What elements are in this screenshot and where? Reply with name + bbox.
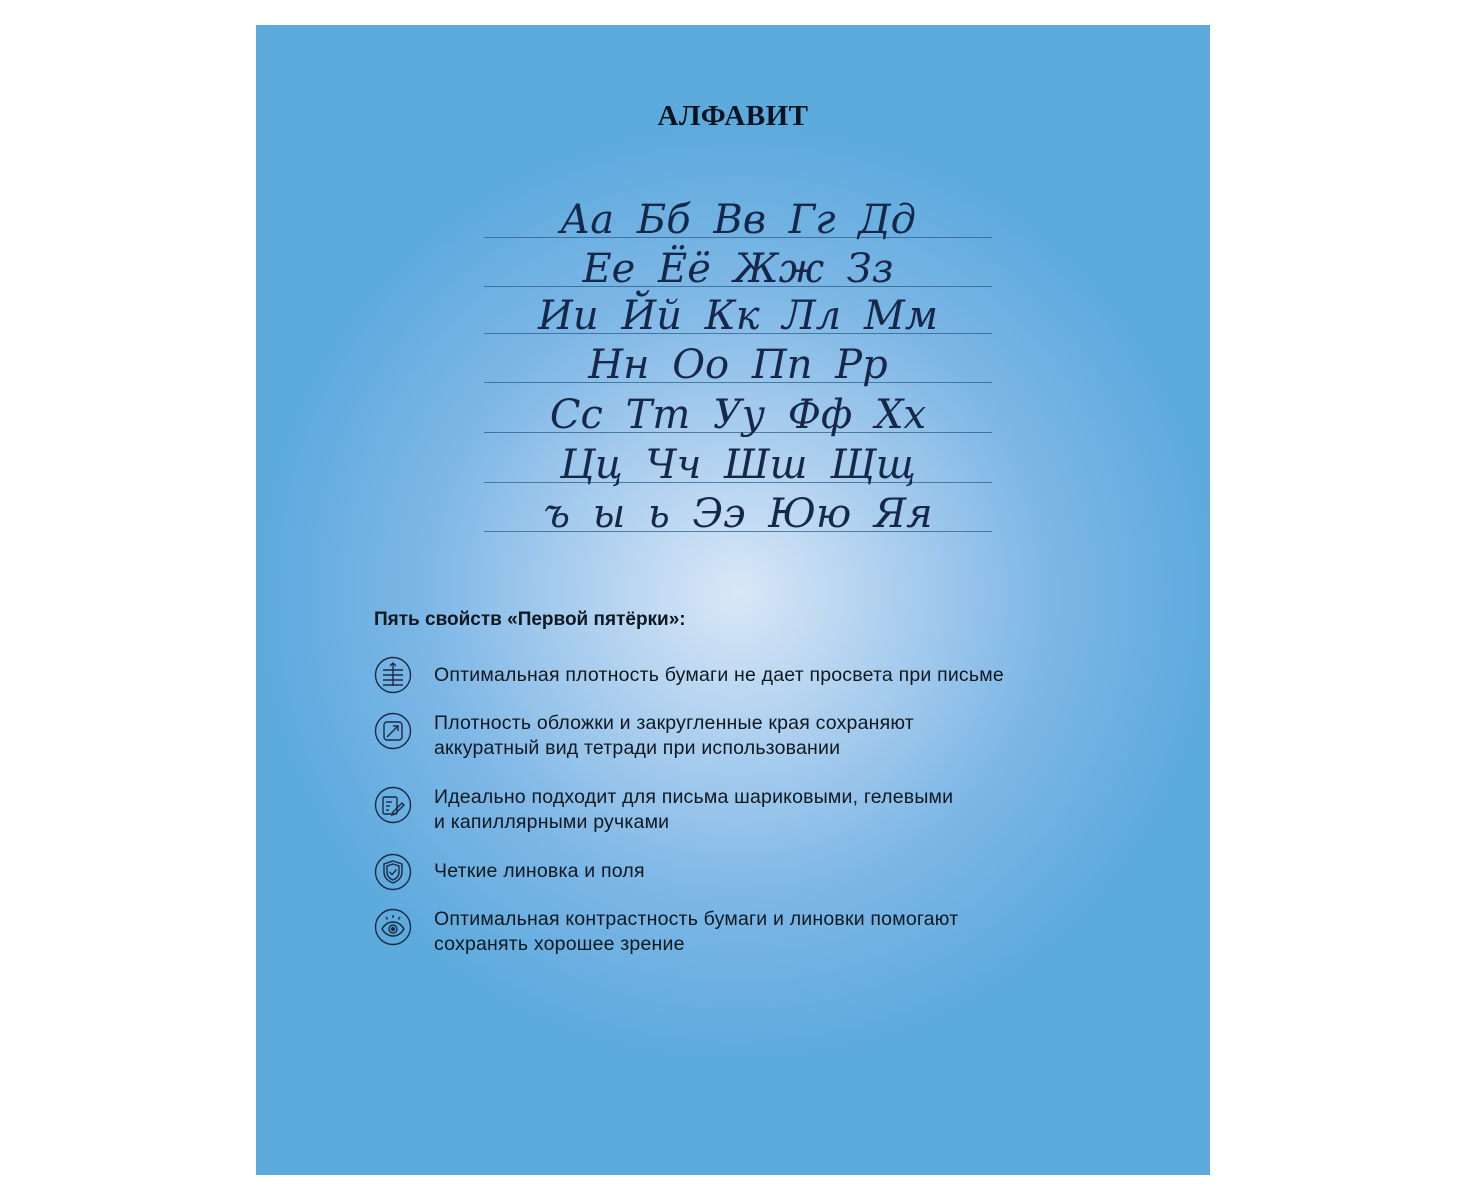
notebook-back-cover: [256, 25, 1210, 1175]
alphabet-row: Аа Бб Вв Гг Дд: [559, 197, 917, 243]
alphabet-row: Ии Йй Кк Лл Мм: [538, 293, 938, 339]
rounded-corner-icon: [374, 712, 412, 750]
eye-icon: [374, 908, 412, 946]
paper-density-icon: [374, 656, 412, 694]
pen-writing-icon: [374, 786, 412, 824]
alphabet-row: ъ ы ь Ээ Юю Яя: [543, 491, 933, 537]
property-text: Оптимальная плотность бумаги не дает просвета при письме: [434, 664, 1004, 686]
page-title: АЛФАВИТ: [657, 100, 809, 132]
properties-heading: Пять свойств «Первой пятёрки»:: [374, 609, 686, 630]
alphabet-row: Цц Чч Шш Щщ: [560, 442, 916, 488]
property-text: Оптимальная контрастность бумаги и линовки помогают сохранять хорошее зрение: [434, 908, 959, 955]
alphabet-row: Нн Оо Пп Рр: [588, 342, 888, 388]
property-text: Плотность обложки и закругленные края сохраняют аккуратный вид тетради при использовании: [434, 712, 914, 759]
alphabet-row: Сс Тт Уу Фф Хх: [549, 392, 927, 438]
property-text: Идеально подходит для письма шариковыми, гелевыми и капиллярными ручками: [434, 786, 954, 833]
shield-check-icon: [374, 853, 412, 891]
alphabet-row: Ее Ёё Жж Зз: [582, 246, 894, 292]
property-text: Четкие линовка и поля: [434, 860, 645, 882]
